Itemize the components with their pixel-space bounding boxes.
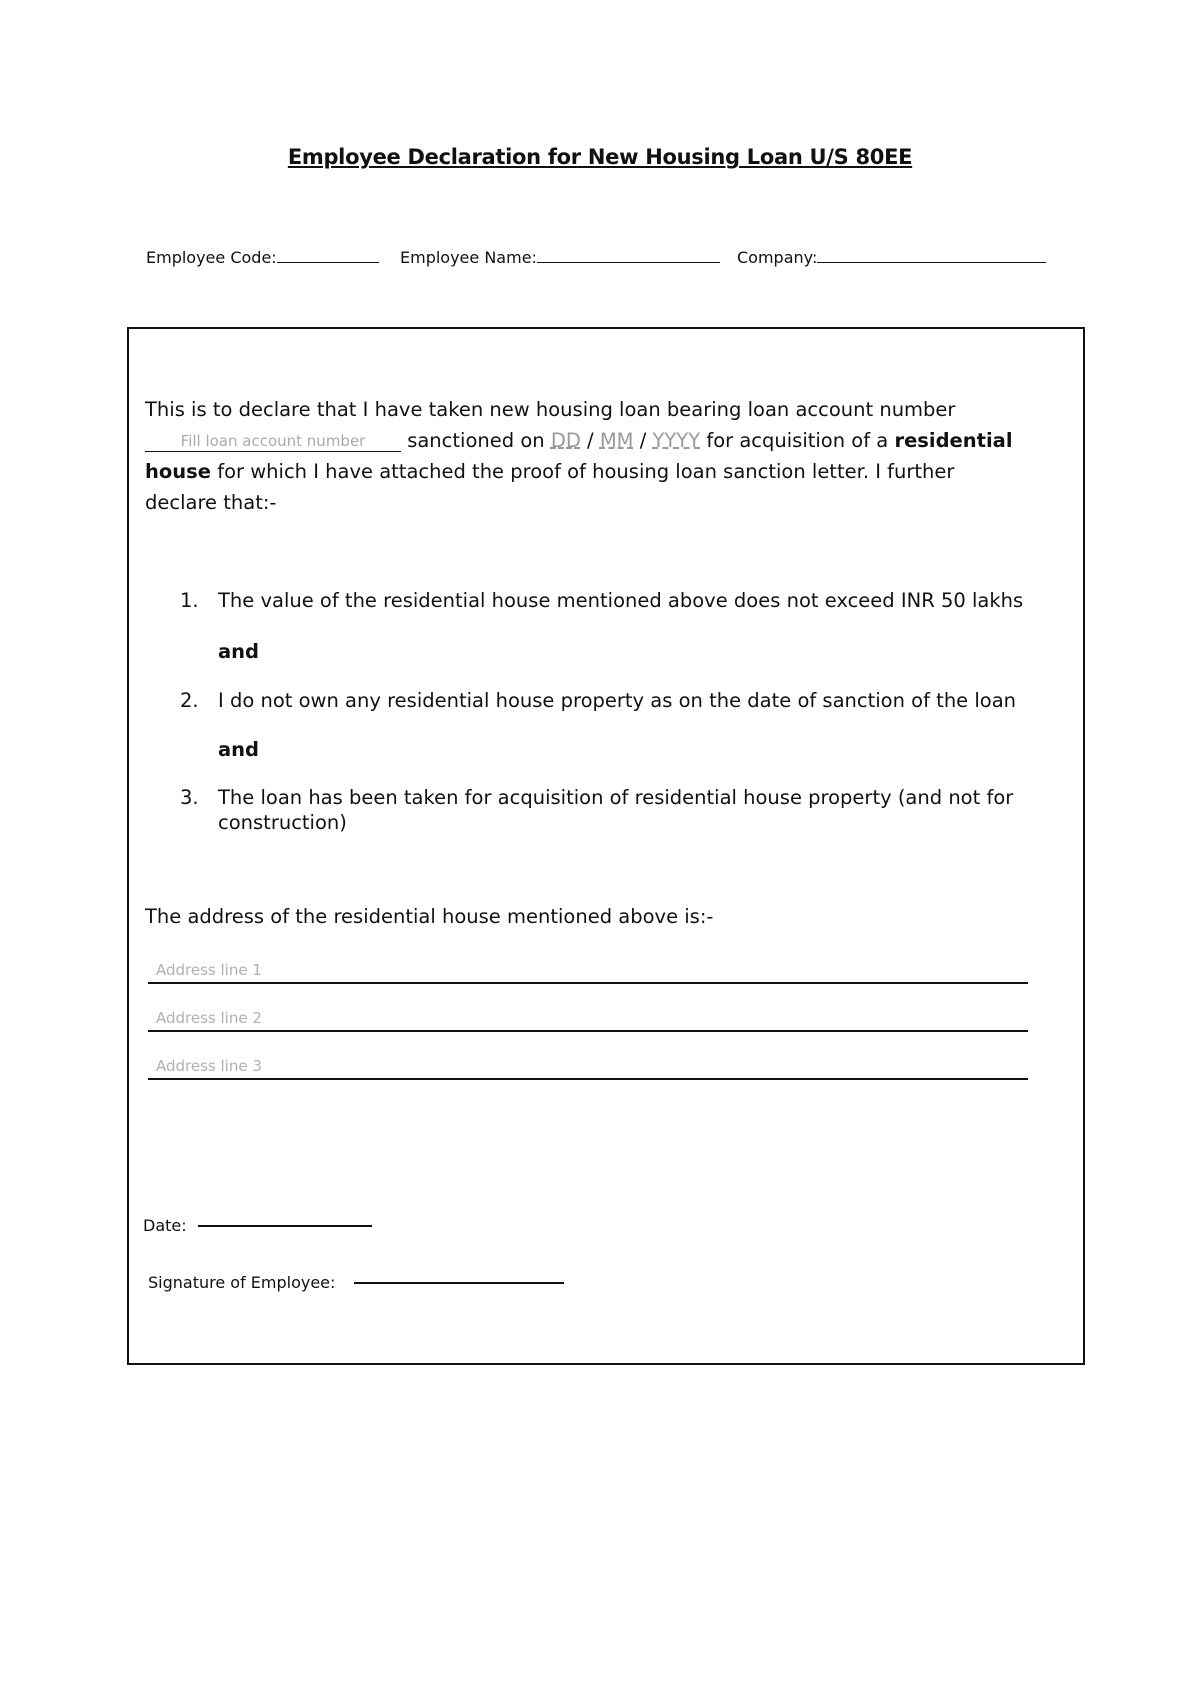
declaration-line-3: house for which I have attached the proof of housing loan sanction letter. I further bbox=[145, 460, 955, 483]
employee-name-input-line[interactable] bbox=[537, 247, 720, 263]
list-item-continuation: construction) bbox=[218, 811, 347, 834]
declaration-line-4: declare that:- bbox=[145, 491, 277, 514]
employee-code-label: Employee Code: bbox=[146, 248, 277, 267]
signature-label: Signature of Employee: bbox=[148, 1273, 336, 1292]
company-field[interactable] bbox=[737, 247, 1046, 267]
declaration-line-1: This is to declare that I have taken new housing loan bearing loan account number bbox=[145, 398, 956, 421]
and-connector: and bbox=[218, 640, 259, 663]
date-input-line[interactable] bbox=[198, 1225, 372, 1227]
date-mm-field[interactable]: MM bbox=[599, 429, 634, 452]
address-label: The address of the residential house mentioned above is:- bbox=[145, 905, 714, 928]
date-label: Date: bbox=[143, 1216, 187, 1235]
signature-input-line[interactable] bbox=[354, 1282, 564, 1284]
employee-name-label: Employee Name: bbox=[400, 248, 537, 267]
declaration-paragraph bbox=[145, 394, 1045, 518]
employee-code-input-line[interactable] bbox=[277, 247, 379, 263]
date-yyyy-field[interactable]: YYYY bbox=[652, 429, 701, 452]
company-input-line[interactable] bbox=[817, 247, 1046, 263]
list-item: 3. The loan has been taken for acquisition of residential house property (and not for bbox=[180, 786, 1014, 809]
employee-code-field[interactable] bbox=[146, 247, 379, 267]
declaration-line-2: Fill loan account number sanctioned on DD / MM / YYYY for acquisition of a residential bbox=[145, 425, 1045, 456]
employee-name-field[interactable] bbox=[400, 247, 720, 267]
date-dd-field[interactable]: DD bbox=[550, 429, 581, 452]
list-item: 1. The value of the residential house mentioned above does not exceed INR 50 lakhs bbox=[180, 589, 1024, 612]
address-line-2-field[interactable]: Address line 2 bbox=[148, 1006, 1028, 1032]
document-title: Employee Declaration for New Housing Loan U/S 80EE bbox=[287, 145, 913, 169]
list-item: 2. I do not own any residential house property as on the date of sanction of the loan bbox=[180, 689, 1017, 712]
address-line-1-field[interactable]: Address line 1 bbox=[148, 958, 1028, 984]
company-label: Company: bbox=[737, 248, 818, 267]
address-line-3-field[interactable]: Address line 3 bbox=[148, 1054, 1028, 1080]
and-connector: and bbox=[218, 738, 259, 761]
loan-account-number-field[interactable]: Fill loan account number bbox=[145, 431, 401, 452]
